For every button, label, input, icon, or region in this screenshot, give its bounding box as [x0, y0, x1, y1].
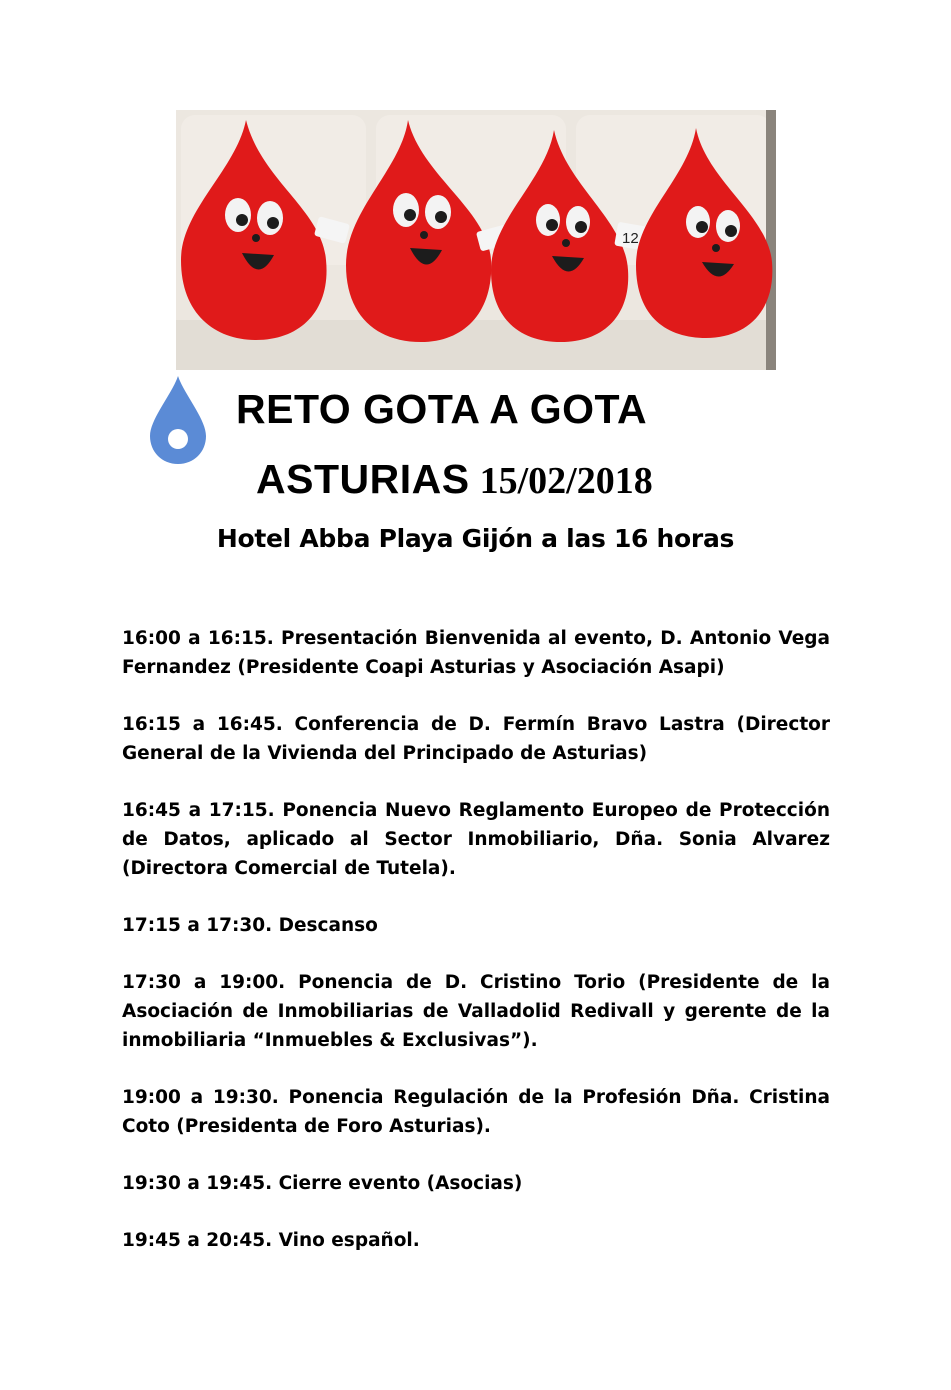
- agenda: [122, 624, 830, 1283]
- event-subtitle: [256, 456, 776, 503]
- water-drop-icon: [148, 374, 208, 466]
- agenda-item: 16:45 a 17:15. Ponencia Nuevo Reglamento Europeo de Protección de Datos, aplicado al Sector Inmobiliario, Dña. Sonia Alvarez (Directora Comercial de Tutela).: [122, 800, 830, 879]
- agenda-item: 16:15 a 16:45. Conferencia de D. Fermín Bravo Lastra (Director General de la Vivienda del Principado de Asturias): [122, 714, 830, 764]
- event-title: RETO GOTA A GOTA: [236, 386, 648, 432]
- agenda-item: 19:45 a 20:45. Vino español.: [122, 1230, 420, 1251]
- mascots-photo: [176, 110, 776, 370]
- agenda-item: 17:15 a 17:30. Descanso: [122, 915, 378, 936]
- event-date: 15/02/2018: [479, 460, 653, 502]
- event-region: ASTURIAS: [256, 456, 470, 502]
- event-venue: Hotel Abba Playa Gijón a las 16 horas: [216, 524, 735, 553]
- agenda-item: 19:00 a 19:30. Ponencia Regulación de la Profesión Dña. Cristina Coto (Presidenta de Foro Asturias).: [122, 1087, 830, 1137]
- agenda-item: 17:30 a 19:00. Ponencia de D. Cristino Torio (Presidente de la Asociación de Inmobiliarias de Valladolid Redivall y gerente de la inmobiliaria “Inmuebles & Exclusivas”).: [122, 972, 830, 1051]
- agenda-item: 16:00 a 16:15. Presentación Bienvenida al evento, D. Antonio Vega Fernandez (Presidente Coapi Asturias y Asociación Asapi): [122, 628, 830, 678]
- agenda-item: 19:30 a 19:45. Cierre evento (Asocias): [122, 1173, 523, 1194]
- svg-text:12: 12: [622, 230, 639, 247]
